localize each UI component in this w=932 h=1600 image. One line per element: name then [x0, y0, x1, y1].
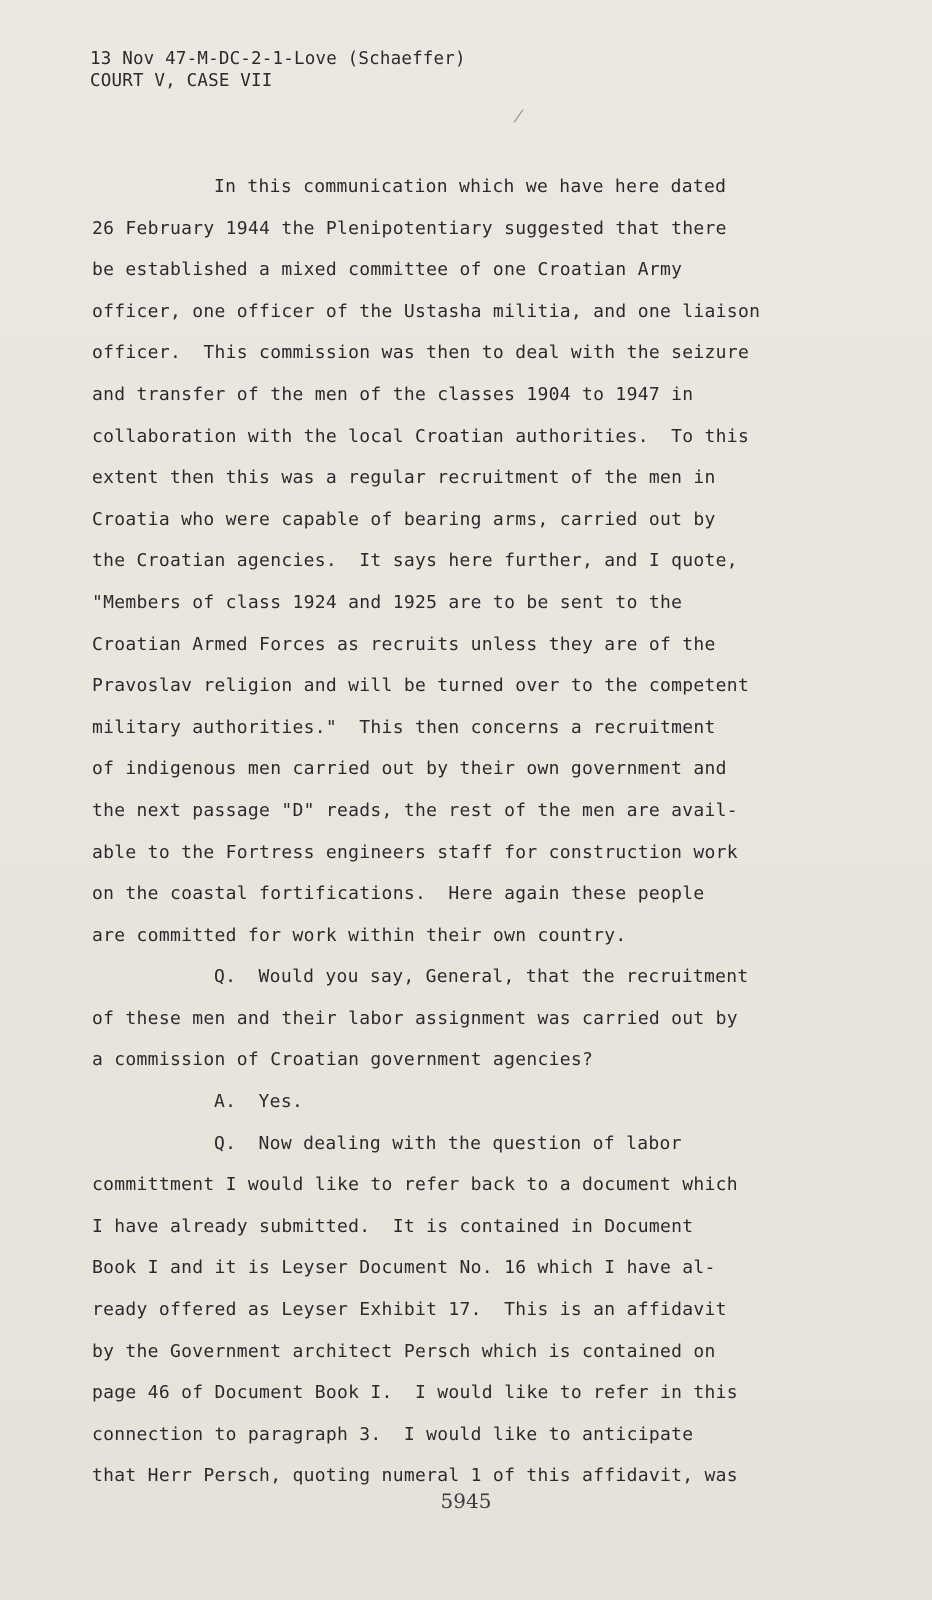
transcript-line: by the Government architect Persch which is contained on [92, 1340, 716, 1362]
transcript-line: of these men and their labor assignment was carried out by [92, 1007, 738, 1029]
transcript-line: Book I and it is Leyser Document No. 16 which I have al- [92, 1257, 716, 1279]
transcript-line: collaboration with the local Croatian authorities. To this [92, 425, 750, 447]
transcript-line: are committed for work within their own country. [92, 924, 627, 946]
transcript-line: Q. Now dealing with the question of labor [214, 1132, 682, 1154]
transcript-line: the Croatian agencies. It says here further, and I quote, [92, 550, 738, 572]
transcript-line: Croatian Armed Forces as recruits unless they are of the [92, 633, 716, 655]
transcript-line: In this communication which we have here dated [214, 176, 727, 197]
transcript-line: 26 February 1944 the Plenipotentiary suggested that there [92, 217, 727, 239]
transcript-line: able to the Fortress engineers staff for construction work [92, 841, 738, 863]
stray-pen-mark [514, 109, 524, 123]
transcript-line: the next passage "D" reads, the rest of the men are avail- [92, 799, 738, 821]
transcript-line: Croatia who were capable of bearing arms, carried out by [92, 508, 716, 530]
transcript-line: page 46 of Document Book I. I would like to refer in this [92, 1382, 738, 1404]
transcript-line: committment I would like to refer back to a document which [92, 1174, 738, 1196]
transcript-line: that Herr Persch, quoting numeral 1 of this affidavit, was [92, 1465, 738, 1487]
transcript-line: Q. Would you say, General, that the recruitment [214, 966, 749, 988]
transcript-body [92, 166, 852, 1497]
transcript-line: "Members of class 1924 and 1925 are to be sent to the [92, 591, 683, 613]
transcript-line: a commission of Croatian government agencies? [92, 1049, 594, 1071]
transcript-line: officer. This commission was then to deal with the seizure [92, 342, 750, 364]
transcript-line: I have already submitted. It is contained in Document [92, 1215, 694, 1237]
transcript-line: officer, one officer of the Ustasha militia, and one liaison [92, 300, 761, 322]
transcript-line: connection to paragraph 3. I would like to anticipate [92, 1423, 694, 1445]
header-court-case-line: COURT V, CASE VII [90, 71, 273, 91]
header-reference-line: 13 Nov 47-M-DC-2-1-Love (Schaeffer) [90, 49, 466, 69]
transcript-line: extent then this was a regular recruitment of the men in [92, 467, 716, 489]
page-number: 5945 [440, 1489, 492, 1513]
transcript-line: Pravoslav religion and will be turned over to the competent [92, 675, 750, 697]
transcript-line: ready offered as Leyser Exhibit 17. This is an affidavit [92, 1299, 727, 1321]
transcript-line: be established a mixed committee of one Croatian Army [92, 259, 683, 281]
transcript-line: and transfer of the men of the classes 1904 to 1947 in [92, 383, 694, 405]
transcript-line: on the coastal fortifications. Here again these people [92, 883, 705, 905]
transcript-line: of indigenous men carried out by their own government and [92, 758, 727, 780]
transcript-line: A. Yes. [214, 1091, 304, 1113]
transcript-line: military authorities." This then concerns a recruitment [92, 716, 716, 738]
document-header [90, 48, 466, 92]
